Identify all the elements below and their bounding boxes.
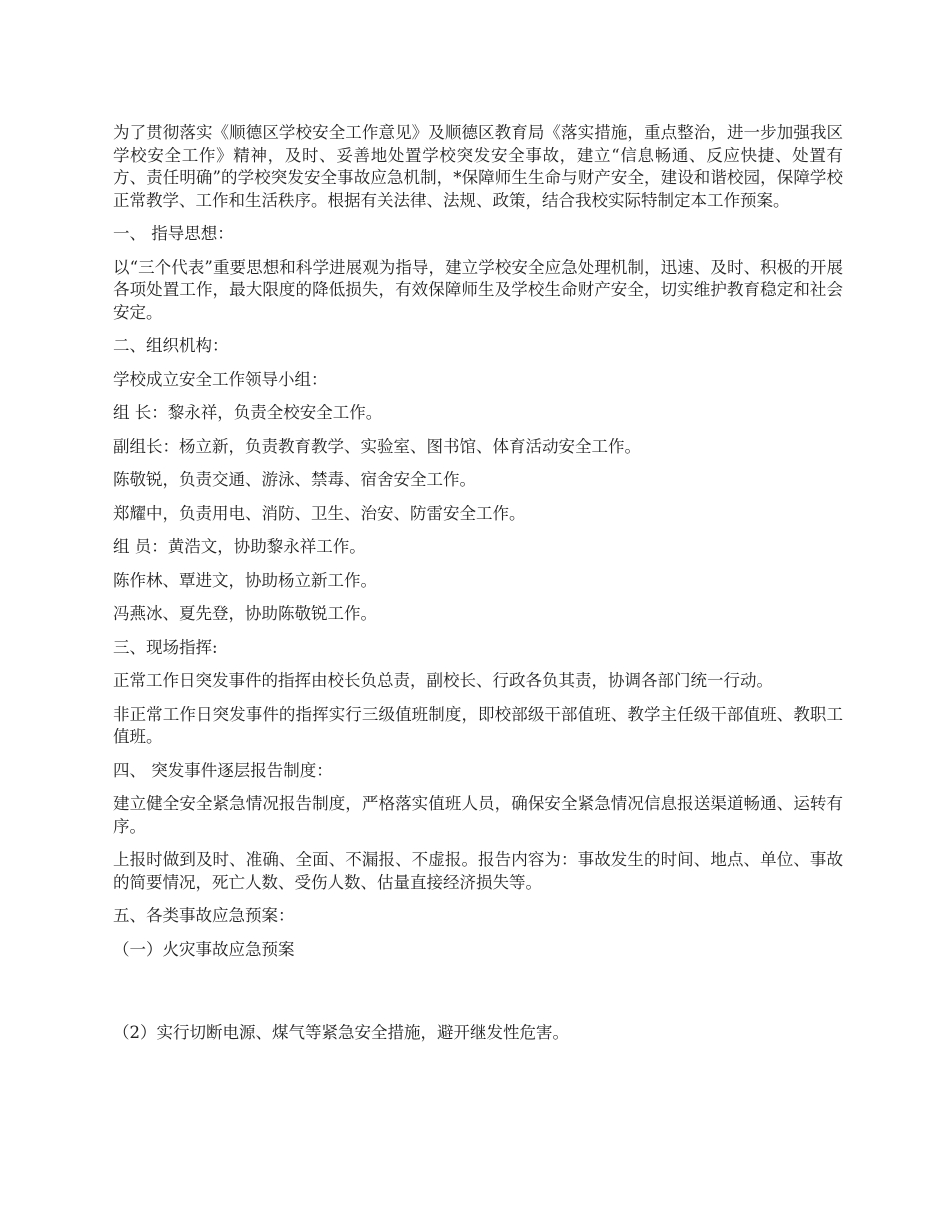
organization-intro: 学校成立安全工作领导小组：: [113, 369, 328, 389]
deputy-leader-line-3: 郑耀中，负责用电、消防、卫生、治安、防雷安全工作。: [113, 503, 526, 523]
subsection-heading-fire: （一）火灾事故应急预案: [113, 939, 295, 959]
section-heading-command: 三、现场指挥:: [113, 637, 218, 657]
team-member-line-2: 陈作林、覃进文，协助杨立新工作。: [113, 570, 377, 590]
guiding-ideology-paragraph: 以“三个代表”重要思想和科学进展观为指导，建立学校安全应急处理机制，迅速、及时、积极的开展各项处置工作，最大限度的降低损失，有效保障师生及学校生命财产安全，切实维护教育稳定和社会安定。: [113, 257, 843, 322]
team-member-line-3: 冯燕冰、夏先登，协助陈敬锐工作。: [113, 604, 377, 623]
command-paragraph-1: 正常工作日突发事件的指挥由校长负总责，副校长、行政各负其责，协调各部门统一行动。: [113, 671, 773, 690]
section-heading-reporting: 四、 突发事件逐层报告制度：: [113, 760, 333, 780]
deputy-leader-line-2: 陈敬锐，负责交通、游泳、禁毒、宿舍安全工作。: [113, 470, 476, 489]
section-heading-guiding-ideology: 一、 指导思想：: [113, 224, 234, 243]
reporting-paragraph-2: 上报时做到及时、准确、全面、不漏报、不虚报。报告内容为：事故发生的时间、地点、单位、事故的简要情况，死亡人数、受伤人数、估量直接经济损失等。: [113, 850, 843, 892]
document-body: [113, 122, 843, 1056]
team-leader-line: 组 长：黎永祥，负责全校安全工作。: [113, 403, 383, 422]
section-heading-emergency-plans: 五、各类事故应急预案：: [113, 906, 295, 925]
blank-gap: [113, 972, 843, 1022]
reporting-paragraph-1: 建立健全安全紧急情况报告制度，严格落实值班人员，确保安全紧急情况信息报送渠道畅通、运转有序。: [113, 794, 843, 836]
team-member-line: 组 员：黄浩文，协助黎永祥工作。: [113, 537, 366, 556]
section-heading-organization: 二、组织机构：: [113, 336, 229, 355]
fire-measure-item-2: （2）实行切断电源、煤气等紧急安全措施，避开继发性危害。: [113, 1023, 569, 1042]
command-paragraph-2: 非正常工作日突发事件的指挥实行三级值班制度，即校部级干部值班、教学主任级干部值班、教职工值班。: [113, 704, 843, 746]
intro-paragraph: 为了贯彻落实《顺德区学校安全工作意见》及顺德区教育局《落实措施，重点整治，进一步加强我区学校安全工作》精神，及时、妥善地处置学校突发安全事故，建立“信息畅通、反应快捷、处置有方、责任明确”的学校突发安全事故应急机制，*保障师生生命与财产安全，建设和谐校园，保障学校正常教学、工作和生活秩序。根据有关法律、法规、政策，结合我校实际特制定本工作预案。: [113, 123, 843, 210]
deputy-leader-line: 副组长：杨立新，负责教育教学、实验室、图书馆、体育活动安全工作。: [113, 436, 641, 456]
